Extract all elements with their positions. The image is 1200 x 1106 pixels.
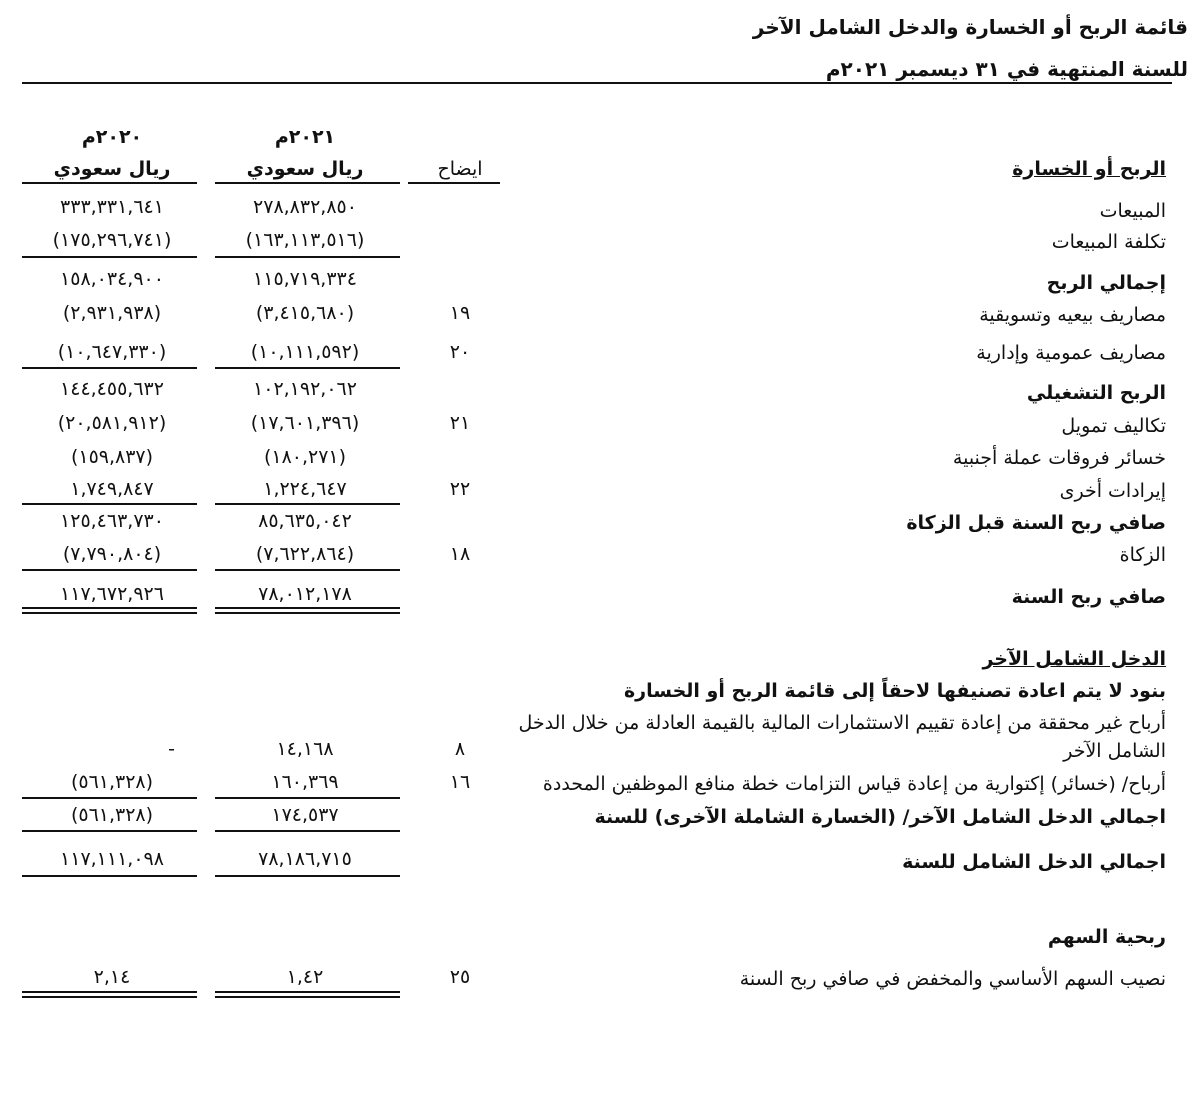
row-eps-note: ٢٥: [449, 966, 471, 988]
col-2021-currency: ريال سعودي: [246, 158, 364, 180]
row-selling-label: مصاريف بيعيه وتسويقية: [979, 304, 1166, 326]
row-total-oci-2021: ١٧٤,٥٣٧: [271, 804, 339, 826]
row-total-ci-label: اجمالي الدخل الشامل للسنة: [902, 851, 1166, 873]
row-finance-label: تكاليف تمويل: [1061, 415, 1166, 437]
rule-total-ci: [215, 830, 400, 832]
rule-pbz-2020: [22, 503, 197, 505]
row-zakat-2020: (٧,٧٩٠,٨٠٤): [62, 543, 162, 565]
col-2020-currency: ريال سعودي: [53, 158, 171, 180]
rule-total-oci: [215, 797, 400, 799]
col-2021-year: ٢٠٢١م: [274, 126, 336, 148]
rule-net: [215, 569, 400, 571]
row-unrealized-2021: ١٤,١٦٨: [276, 738, 334, 760]
rule-total-ci-bottom-2020: [22, 875, 197, 877]
row-admin-note: ٢٠: [449, 341, 471, 363]
row-fx-label: خسائر فروقات عملة أجنبية: [952, 447, 1166, 469]
rule-gross: [215, 256, 400, 258]
row-gross-profit-2020: ١٥٨,٠٣٤,٩٠٠: [60, 268, 164, 290]
row-fx-2020: (١٥٩,٨٣٧): [70, 446, 154, 468]
row-pbz-2021: ٨٥,٦٣٥,٠٤٢: [258, 510, 352, 532]
row-cost-of-sales-label: تكلفة المبيعات: [1051, 231, 1166, 253]
rule-pbz: [215, 503, 400, 505]
row-unrealized-label-1: أرباح غير محققة من إعادة تقييم الاستثمارات المالية بالقيمة العادلة من خلال الدخل: [518, 712, 1166, 734]
row-sales-label: المبيعات: [1099, 200, 1166, 222]
row-selling-2021: (٣,٤١٥,٦٨٠): [255, 302, 355, 324]
row-eps-2020: ٢,١٤: [93, 966, 131, 988]
row-actuarial-note: ١٦: [449, 771, 471, 793]
row-actuarial-2021: ١٦٠,٣٦٩: [271, 771, 339, 793]
row-eps-2021: ١,٤٢: [286, 966, 324, 988]
rule-eps-double: [215, 991, 400, 998]
rule-gross-2020: [22, 256, 197, 258]
row-net-profit-label: صافي ربح السنة: [1011, 586, 1166, 608]
rule-net-double-2020: [22, 607, 197, 614]
row-other-income-label: إيرادات أخرى: [1059, 480, 1166, 502]
row-sales-2020: ٣٣٣,٣٣١,٦٤١: [60, 196, 164, 218]
section-eps: ربحية السهم: [1047, 926, 1166, 948]
section-profit-loss: الربح أو الخسارة: [1012, 158, 1166, 180]
row-cost-of-sales-2021: (١٦٣,١١٣,٥١٦): [245, 229, 365, 251]
section-oci: الدخل الشامل الآخر: [982, 648, 1166, 670]
row-sales-2021: ٢٧٨,٨٣٢,٨٥٠: [253, 196, 357, 218]
rule-operating: [215, 367, 400, 369]
row-zakat-2021: (٧,٦٢٢,٨٦٤): [255, 543, 355, 565]
rule-net-2020: [22, 569, 197, 571]
rule-total-oci-2020: [22, 797, 197, 799]
row-other-income-2020: ١,٧٤٩,٨٤٧: [70, 478, 154, 500]
row-finance-2020: (٢٠,٥٨١,٩١٢): [57, 412, 167, 434]
row-unrealized-2020: -: [168, 738, 176, 760]
row-other-income-note: ٢٢: [449, 478, 471, 500]
col-2020-rule: [22, 182, 197, 184]
rule-operating-2020: [22, 367, 197, 369]
row-unrealized-note: ٨: [454, 738, 466, 760]
rule-eps-double-2020: [22, 991, 197, 998]
statement-subtitle: للسنة المنتهية في ٣١ ديسمبر ٢٠٢١م: [825, 57, 1188, 81]
row-admin-2021: (١٠,١١١,٥٩٢): [250, 341, 360, 363]
row-total-ci-2020: ١١٧,١١١,٠٩٨: [60, 848, 164, 870]
row-cost-of-sales-2020: (١٧٥,٢٩٦,٧٤١): [52, 229, 172, 251]
header-rule: [22, 82, 1172, 84]
row-finance-note: ٢١: [449, 412, 471, 434]
row-net-profit-2021: ٧٨,٠١٢,١٧٨: [258, 583, 352, 605]
row-operating-label: الربح التشغيلي: [1026, 382, 1166, 404]
row-other-income-2021: ١,٢٢٤,٦٤٧: [263, 478, 347, 500]
col-2021-rule: [215, 182, 400, 184]
rule-total-ci-bottom: [215, 875, 400, 877]
row-pbz-2020: ١٢٥,٤٦٣,٧٣٠: [60, 510, 164, 532]
row-zakat-label: الزكاة: [1119, 544, 1166, 566]
row-zakat-note: ١٨: [449, 543, 471, 565]
row-selling-note: ١٩: [449, 302, 471, 324]
row-gross-profit-label: إجمالي الربح: [1046, 272, 1166, 294]
row-net-profit-2020: ١١٧,٦٧٢,٩٢٦: [60, 583, 164, 605]
col-note-rule: [408, 182, 500, 184]
row-operating-2020: ١٤٤,٤٥٥,٦٣٢: [60, 378, 164, 400]
row-operating-2021: ١٠٢,١٩٢,٠٦٢: [253, 378, 357, 400]
row-unrealized-label-2: الشامل الآخر: [1063, 740, 1166, 762]
statement-title: قائمة الربح أو الخسارة والدخل الشامل الآخر: [752, 15, 1188, 39]
row-selling-2020: (٢,٩٣١,٩٣٨): [62, 302, 162, 324]
rule-total-ci-2020: [22, 830, 197, 832]
col-note-header: ايضاح: [437, 158, 483, 180]
row-admin-2020: (١٠,٦٤٧,٣٣٠): [57, 341, 167, 363]
col-2020-year: ٢٠٢٠م: [81, 126, 143, 148]
row-gross-profit-2021: ١١٥,٧١٩,٣٣٤: [253, 268, 357, 290]
row-total-ci-2021: ٧٨,١٨٦,٧١٥: [258, 848, 352, 870]
rule-net-double: [215, 607, 400, 614]
row-pbz-label: صافي ربح السنة قبل الزكاة: [906, 512, 1166, 534]
row-admin-label: مصاريف عمومية وإدارية: [976, 342, 1166, 364]
row-eps-label: نصيب السهم الأساسي والمخفض في صافي ربح السنة: [739, 968, 1166, 990]
row-total-oci-label: اجمالي الدخل الشامل الآخر/ (الخسارة الشاملة الآخرى) للسنة: [594, 806, 1166, 828]
row-finance-2021: (١٧,٦٠١,٣٩٦): [250, 412, 360, 434]
row-actuarial-label: أرباح/ (خسائر) إكتوارية من إعادة قياس التزامات خطة منافع الموظفين المحددة: [542, 773, 1166, 795]
row-total-oci-2020: (٥٦١,٣٢٨): [70, 804, 154, 826]
oci-subheading: بنود لا يتم اعادة تصنيفها لاحقاً إلى قائمة الربح أو الخسارة: [623, 680, 1166, 702]
row-fx-2021: (١٨٠,٢٧١): [263, 446, 347, 468]
row-actuarial-2020: (٥٦١,٣٢٨): [70, 771, 154, 793]
